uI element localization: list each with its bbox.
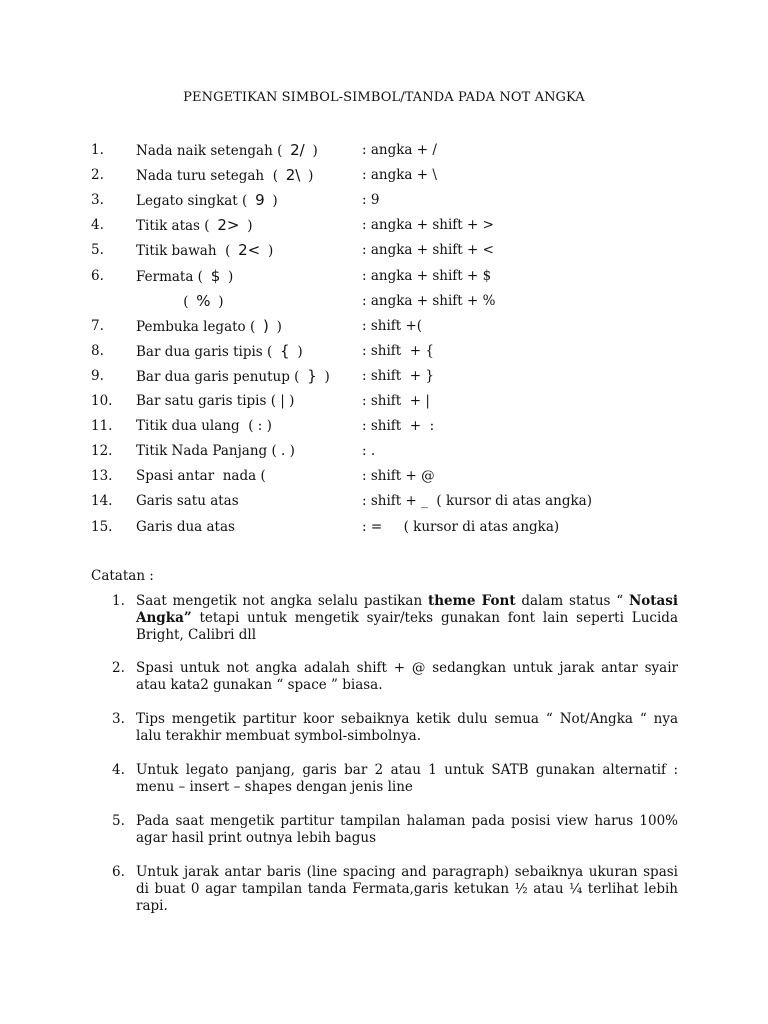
- row-number: 9.: [91, 367, 104, 384]
- row-description-close: ): [308, 168, 314, 185]
- row-description: [136, 466, 266, 486]
- symbol-row: [0, 215, 768, 235]
- note-text-part: Untuk jarak antar baris (line spacing and paragraph) sebaiknya ukuran spasi di buat 0 agar tampilan tanda Fermata,garis ketukan ½ atau ¼ terlihat lebih rapi.: [136, 864, 678, 914]
- row-symbol: 2>: [212, 216, 245, 235]
- row-number: 6.: [91, 267, 104, 284]
- symbol-row: [0, 441, 768, 461]
- symbol-row: [0, 316, 768, 336]
- row-symbol: 2\: [280, 166, 306, 185]
- row-symbol: {: [275, 341, 295, 360]
- row-shortcut: : shift +(: [362, 317, 423, 334]
- row-description: [136, 491, 239, 511]
- row-description: [136, 391, 294, 411]
- row-number: 10.: [91, 393, 113, 409]
- row-shortcut: : = ( kursor di atas angka): [362, 518, 560, 535]
- row-number: 5.: [91, 242, 104, 259]
- row-description: [136, 215, 252, 236]
- row-description-text: Bar dua garis tipis (: [136, 343, 273, 360]
- row-description-text: Fermata (: [136, 268, 203, 285]
- row-shortcut: : angka + shift + <: [362, 242, 494, 259]
- row-description: [136, 517, 235, 537]
- row-description-close: ): [297, 343, 303, 360]
- row-description-text: (: [136, 293, 189, 310]
- row-number: 8.: [91, 342, 104, 359]
- row-symbol: 9: [250, 191, 270, 210]
- note-text-part: tetapi untuk mengetik syair/teks gunakan font lain seperti Lucida Bright, Calibri dll: [136, 610, 678, 643]
- row-description-text: Garis satu atas: [136, 493, 239, 510]
- row-symbol: 2/: [285, 141, 310, 159]
- row-description-close: ): [228, 268, 234, 285]
- row-shortcut: : 9: [362, 192, 380, 209]
- row-description-close: ): [218, 293, 224, 310]
- note-text: [136, 864, 678, 915]
- row-description-text: Titik atas (: [136, 218, 210, 235]
- row-description-close: ): [268, 243, 274, 260]
- row-shortcut: : angka + shift + $: [362, 267, 492, 284]
- note-item: [112, 660, 678, 694]
- row-number: 2.: [91, 167, 104, 184]
- row-description-close: ): [312, 143, 318, 159]
- row-description-close: ): [324, 368, 330, 385]
- row-shortcut: : shift + _ ( kursor di atas angka): [362, 493, 592, 510]
- row-description: [136, 341, 303, 362]
- row-description: [136, 316, 282, 337]
- note-text: [136, 762, 678, 796]
- row-description-close: ): [272, 193, 278, 210]
- note-text-part: Pada saat mengetik partitur tampilan halaman pada posisi view harus 100% agar hasil print outnya lebih bagus: [136, 813, 678, 846]
- row-description: [136, 366, 330, 387]
- row-description: [136, 240, 273, 261]
- row-description-text: Nada turu setegah (: [136, 168, 278, 185]
- note-item: [112, 711, 678, 745]
- row-description: [136, 416, 272, 436]
- row-description-close: ): [247, 218, 253, 235]
- row-description-text: Titik bawah (: [136, 243, 231, 260]
- note-text-bold: Notasi Angka”: [136, 593, 679, 626]
- row-symbol: %: [191, 291, 216, 310]
- note-text-part: Spasi untuk not angka adalah shift + @ sedangkan untuk jarak antar syair atau kata2 gunakan “ space ” biasa.: [136, 660, 678, 693]
- row-symbol: }: [302, 366, 322, 385]
- row-number: 12.: [91, 443, 113, 460]
- symbol-row: [0, 491, 768, 511]
- row-description: [136, 190, 278, 211]
- note-item: [112, 593, 678, 644]
- symbol-row: [0, 140, 768, 160]
- row-shortcut: : shift + :: [362, 418, 435, 435]
- row-shortcut: : angka + /: [362, 142, 437, 158]
- symbol-row: [0, 190, 768, 210]
- row-description: [136, 441, 295, 461]
- row-description-text: Spasi antar nada (: [136, 468, 266, 485]
- row-number: 7.: [91, 317, 104, 334]
- row-shortcut: : .: [362, 443, 376, 460]
- row-description-text: Bar satu garis tipis ( | ): [136, 393, 295, 409]
- note-text-bold: theme Font: [427, 593, 516, 609]
- notes-heading: Catatan :: [91, 568, 154, 584]
- row-description-text: Garis dua atas: [136, 518, 235, 535]
- row-description-text: Legato singkat (: [136, 193, 248, 210]
- row-shortcut: : shift + @: [362, 468, 435, 485]
- row-symbol: 2<: [233, 241, 266, 260]
- row-description-text: Bar dua garis penutup (: [136, 368, 300, 385]
- symbol-row: [0, 240, 768, 260]
- note-number: 2.: [112, 660, 125, 676]
- row-shortcut: : shift + }: [362, 367, 434, 384]
- symbol-row: [0, 266, 768, 286]
- row-number: 14.: [91, 493, 113, 510]
- row-number: 15.: [91, 518, 113, 535]
- row-description-text: Titik dua ulang ( : ): [136, 418, 272, 435]
- note-number: 3.: [112, 711, 125, 727]
- row-shortcut: : shift + {: [362, 342, 434, 359]
- row-symbol: $: [205, 266, 226, 285]
- note-item: [112, 813, 678, 847]
- note-text: [136, 711, 678, 745]
- row-description-text: Nada naik setengah (: [136, 143, 283, 159]
- symbol-row: [0, 416, 768, 436]
- row-number: 13.: [91, 468, 113, 485]
- note-number: 4.: [112, 762, 125, 778]
- row-number: 4.: [91, 217, 104, 234]
- note-text-part: Saat mengetik not angka selalu pastikan: [136, 593, 428, 609]
- row-description: [136, 291, 224, 312]
- note-text: [136, 593, 678, 644]
- row-number: 11.: [91, 418, 113, 435]
- note-item: [112, 864, 678, 915]
- symbol-row: [0, 341, 768, 361]
- note-text: [136, 660, 678, 694]
- row-shortcut: : angka + shift + %: [362, 292, 496, 309]
- row-description: [136, 165, 313, 186]
- row-description: [136, 266, 233, 287]
- symbol-row: [0, 466, 768, 486]
- note-text-part: Untuk legato panjang, garis bar 2 atau 1 untuk SATB gunakan alternatif : menu – insert – shapes dengan jenis line: [136, 762, 678, 795]
- symbol-row: [0, 165, 768, 185]
- note-number: 1.: [112, 593, 125, 609]
- row-number: 1.: [91, 142, 104, 158]
- note-item: [112, 762, 678, 796]
- row-shortcut: : shift + |: [362, 393, 430, 409]
- document-title: PENGETIKAN SIMBOL-SIMBOL/TANDA PADA NOT ANGKA: [183, 90, 585, 105]
- row-description: [136, 140, 318, 161]
- note-text: [136, 813, 678, 847]
- row-symbol: ): [258, 316, 274, 335]
- note-number: 5.: [112, 813, 125, 829]
- symbol-row: [0, 517, 768, 537]
- symbol-row: [0, 291, 768, 311]
- row-number: 3.: [91, 192, 104, 209]
- note-text-part: Tips mengetik partitur koor sebaiknya ketik dulu semua “ Not/Angka “ nya lalu terakhir membuat symbol-simbolnya.: [136, 711, 678, 744]
- symbol-row: [0, 366, 768, 386]
- row-description-close: ): [276, 318, 282, 335]
- row-shortcut: : angka + \: [362, 167, 437, 184]
- note-number: 6.: [112, 864, 125, 880]
- row-shortcut: : angka + shift + >: [362, 217, 494, 234]
- symbol-row: [0, 391, 768, 411]
- row-description-text: Titik Nada Panjang ( . ): [136, 443, 295, 460]
- note-text-part: dalam status “: [515, 593, 629, 609]
- row-description-text: Pembuka legato (: [136, 318, 256, 335]
